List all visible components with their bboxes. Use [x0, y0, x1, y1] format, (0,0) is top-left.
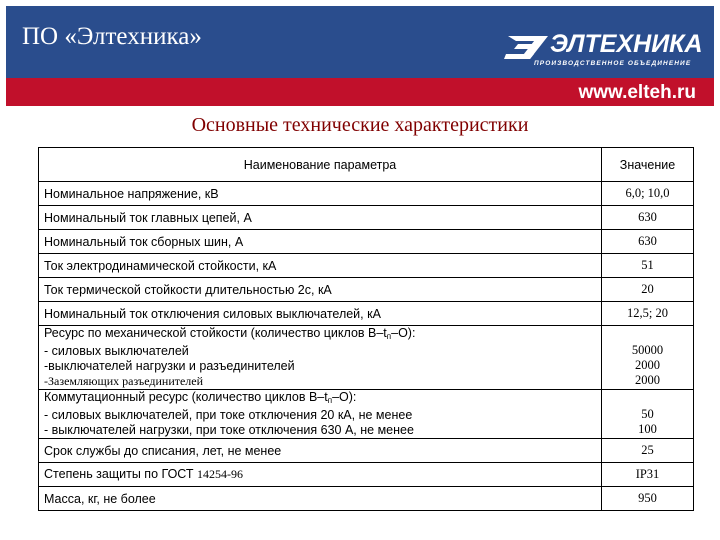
- param-value: 12,5; 20: [602, 302, 694, 326]
- subscript-text: п: [386, 332, 392, 341]
- param-line: -выключателей нагрузки и разъединителей: [44, 359, 295, 373]
- param-value: 630: [602, 230, 694, 254]
- param-value: 950: [602, 487, 694, 511]
- param-name: Масса, кг, не более: [39, 487, 602, 511]
- param-line: - выключателей нагрузки, при токе отключения 630 А, не менее: [44, 423, 414, 437]
- table-row: [39, 230, 694, 254]
- logo-subtitle: ПРОИЗВОДСТВЕННОЕ ОБЪЕДИНЕНИЕ: [534, 60, 692, 67]
- param-name: Номинальное напряжение, кВ: [39, 182, 602, 206]
- header-bar: [6, 6, 714, 78]
- standard-number: 14254-96: [197, 467, 244, 481]
- param-value-line: 50: [641, 407, 654, 421]
- param-name: [39, 463, 602, 487]
- table-row: [39, 278, 694, 302]
- param-line: - силовых выключателей, при токе отключения 20 кА, не менее: [44, 408, 413, 422]
- logo-mark-icon: [504, 30, 554, 60]
- param-name: Номинальный ток главных цепей, А: [39, 206, 602, 230]
- table-row: [39, 182, 694, 206]
- param-value: 6,0; 10,0: [602, 182, 694, 206]
- logo-text: ЭЛТЕХНИКА: [550, 30, 703, 58]
- table-row: [39, 390, 694, 439]
- table-row: [39, 439, 694, 463]
- param-line-text: Коммутационный ресурс (количество циклов В–t: [44, 390, 328, 404]
- param-line: [44, 390, 596, 408]
- param-value-multiline: [602, 326, 694, 390]
- param-name-multiline: [39, 326, 602, 390]
- param-value-line: 2000: [635, 357, 660, 372]
- page-header-title: ПО «Элтехника»: [22, 23, 202, 50]
- param-value-line: 100: [638, 422, 657, 436]
- param-value: 25: [602, 439, 694, 463]
- page-subtitle: Основные технические характеристики: [191, 114, 529, 136]
- specifications-table: [38, 147, 694, 511]
- param-name: Номинальный ток сборных шин, А: [39, 230, 602, 254]
- param-line: [44, 326, 596, 344]
- table-row: [39, 463, 694, 487]
- param-line: - силовых выключателей: [44, 344, 189, 358]
- param-name: Номинальный ток отключения силовых выключателей, кА: [39, 302, 602, 326]
- table-row: [39, 487, 694, 511]
- company-logo: [504, 30, 704, 76]
- table-row: [39, 254, 694, 278]
- param-name: Срок службы до списания, лет, не менее: [39, 439, 602, 463]
- param-value: IP31: [602, 463, 694, 487]
- table-row: [39, 302, 694, 326]
- column-header-name: Наименование параметра: [39, 148, 602, 182]
- param-value: 630: [602, 206, 694, 230]
- param-value: 20: [602, 278, 694, 302]
- param-name: Ток термической стойкости длительностью 2с, кА: [39, 278, 602, 302]
- column-header-value: Значение: [602, 148, 694, 182]
- param-name-text: Степень защиты по ГОСТ: [44, 467, 198, 481]
- param-value-multiline: [602, 390, 694, 439]
- website-url[interactable]: www.elteh.ru: [578, 82, 696, 103]
- param-value-line: 50000: [631, 342, 664, 357]
- param-line-text: –О):: [391, 326, 416, 340]
- param-line-text: –О):: [332, 390, 357, 404]
- param-value: 51: [602, 254, 694, 278]
- table-row: [39, 206, 694, 230]
- param-line-text: Ресурс по механической стойкости (количество циклов В–t: [44, 326, 387, 340]
- table-row: [39, 326, 694, 390]
- param-line: -Заземляющих разъединителей: [44, 374, 204, 388]
- param-name-multiline: [39, 390, 602, 439]
- param-name: Ток электродинамической стойкости, кА: [39, 254, 602, 278]
- table-header-row: [39, 148, 694, 182]
- param-value-line: 2000: [635, 372, 660, 387]
- subscript-text: п: [327, 396, 333, 405]
- url-bar: [6, 78, 714, 106]
